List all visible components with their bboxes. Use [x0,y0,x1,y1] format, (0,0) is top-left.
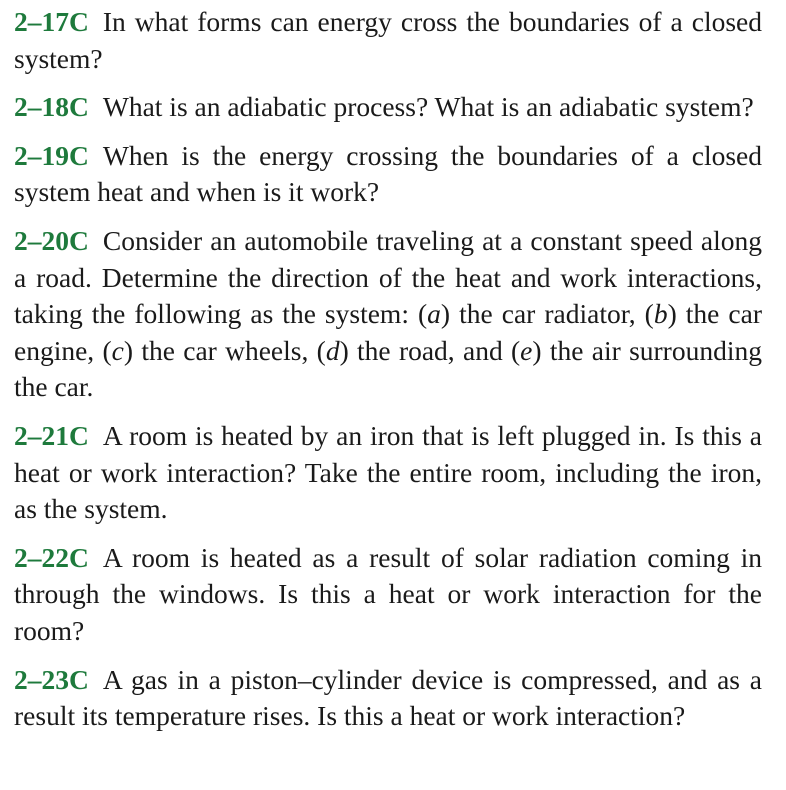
problem-number: 2–22C [14,541,89,573]
problem-text: A room is heated by an iron that is left plugged in. Is this a heat or work interaction? Take the entire room, including the iron, as the system. [14,419,762,525]
problem-text: When is the energy crossing the boundaries of a closed system heat and when is it work? [14,139,762,208]
part-label: c [111,334,124,366]
problem-2-22c [14,540,762,650]
problem-2-20c: 2–20C Consider an automobile traveling at a constant speed along a road. Determine the direction of the heat and work interactions, taking the following as the system: (a) the car radiator, (b) the car engine, (c) the car wheels, (d) the road, and (e) the air surrounding the car. [14,224,762,403]
problem-number: 2–19C [14,139,89,171]
problem-2-19c [14,138,762,211]
part-label: d [325,334,340,366]
problem-text: A room is heated as a result of solar radiation coming in through the windows. Is this a heat or work interaction for the room? [14,541,762,646]
part-label: b [653,298,668,330]
problem-text: Consider an automobile traveling at a constant speed along a road. Determine the direction of the heat and work interactions, taking the following as the system: [14,224,762,330]
problem-text: In what forms can energy cross the boundaries of a closed system? [14,6,762,74]
problem-number: 2–21C [14,419,89,451]
part-text: the car wheels, [141,334,309,366]
problem-number: 2–20C [14,224,89,256]
problem-number: 2–18C [14,91,89,123]
problem-2-23c [14,662,762,735]
part-text: the car engine, [14,298,762,366]
part-text: the road, and [357,334,503,366]
problem-2-21c [14,418,762,528]
part-label: e [520,334,533,366]
part-text: the car radiator, [459,298,636,330]
problem-list [14,4,762,747]
problem-text: A gas in a piston–cylinder device is compressed, and as a result its temperature rises. Is this a heat or work interaction? [14,663,762,732]
problem-2-17c [14,4,762,77]
problem-text: What is an adiabatic process? What is an adiabatic system? [102,91,754,123]
problem-number: 2–23C [14,663,89,695]
problem-number: 2–17C [14,6,89,37]
part-label: a [427,298,441,330]
part-text: the air surrounding the car. [14,334,762,403]
problem-2-18c [14,89,762,126]
